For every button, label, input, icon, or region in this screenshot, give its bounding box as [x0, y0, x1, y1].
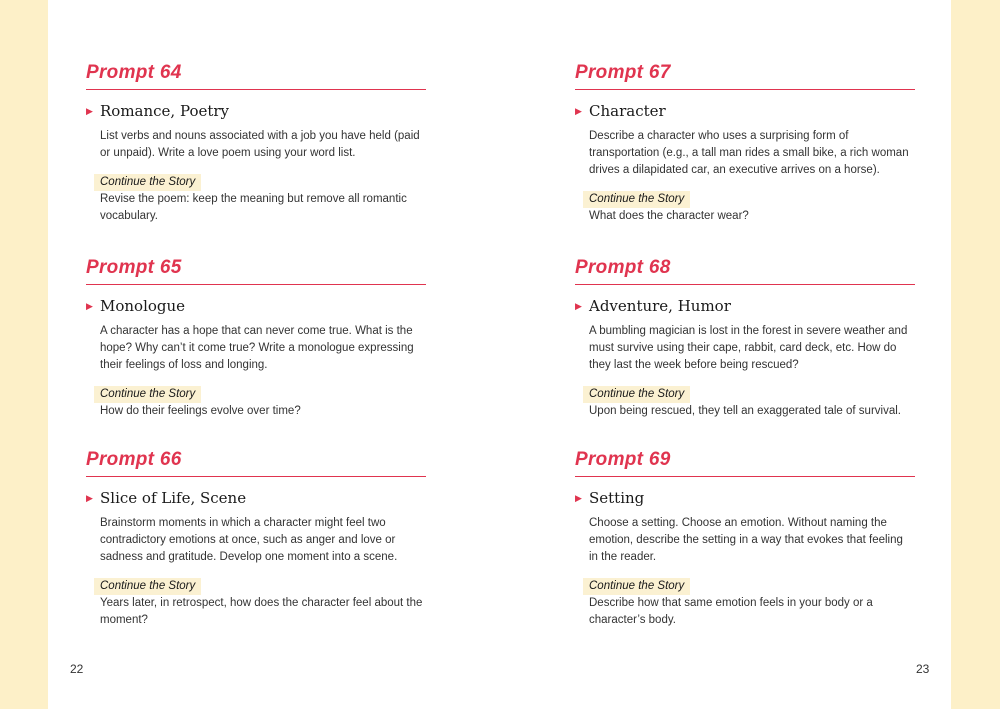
continue-text: Upon being rescued, they tell an exaggerated tale of survival. — [589, 405, 901, 417]
prompt-body: A bumbling magician is lost in the forest in severe weather and must survive using their cape, rabbit, card deck, etc. How do they last the week before being rescued? — [589, 325, 908, 371]
prompt-category — [86, 488, 426, 509]
continue-label: Continue the Story — [94, 578, 201, 595]
prompt-body: List verbs and nouns associated with a job you have held (paid or unpaid). Write a love poem using your word list. — [100, 130, 420, 159]
continue-section — [100, 384, 426, 420]
prompt-category — [86, 296, 426, 317]
prompt-64 — [86, 62, 426, 225]
prompt-body: A character has a hope that can never come true. What is the hope? Why can’t it come true? Write a monologue expressing their feelings of loss and longing. — [100, 325, 414, 371]
continue-label: Continue the Story — [583, 386, 690, 403]
continue-section — [589, 576, 915, 629]
continue-text: What does the character wear? — [589, 210, 749, 222]
prompt-body: Describe a character who uses a surprising form of transportation (e.g., a tall man rides a small bike, a rich woman drives a dilapidated car, an executive arrives on a horse). — [589, 130, 909, 176]
page-edge-right — [951, 0, 1000, 709]
continue-label: Continue the Story — [583, 191, 690, 208]
continue-section — [100, 576, 426, 629]
prompt-69 — [575, 449, 915, 629]
category-label: Character — [589, 102, 666, 120]
prompt-title: Prompt 69 — [575, 449, 915, 477]
prompt-body: Choose a setting. Choose an emotion. Without naming the emotion, describe the setting in a way that evokes that feeling in the reader. — [589, 517, 903, 563]
prompt-category — [575, 296, 915, 317]
continue-label: Continue the Story — [94, 174, 201, 191]
prompt-category — [575, 488, 915, 509]
continue-section — [100, 172, 426, 225]
page-edge-left — [0, 0, 48, 709]
continue-text: Describe how that same emotion feels in your body or a character’s body. — [589, 597, 873, 626]
prompt-67 — [575, 62, 915, 225]
category-label: Slice of Life, Scene — [100, 489, 247, 507]
continue-section — [589, 384, 915, 420]
continue-text: Revise the poem: keep the meaning but remove all romantic vocabulary. — [100, 193, 407, 222]
prompt-65 — [86, 257, 426, 420]
page-number-right: 23 — [916, 662, 930, 676]
category-label: Romance, Poetry — [100, 102, 230, 120]
continue-label: Continue the Story — [94, 386, 201, 403]
bullet-arrow-icon: ▶ — [86, 107, 93, 117]
continue-text: Years later, in retrospect, how does the character feel about the moment? — [100, 597, 423, 626]
category-label: Setting — [589, 489, 645, 507]
prompt-title: Prompt 65 — [86, 257, 426, 285]
page-number-left: 22 — [70, 662, 84, 676]
prompt-title: Prompt 68 — [575, 257, 915, 285]
bullet-arrow-icon: ▶ — [86, 302, 93, 312]
prompt-title: Prompt 67 — [575, 62, 915, 90]
bullet-arrow-icon: ▶ — [575, 302, 582, 312]
continue-text: How do their feelings evolve over time? — [100, 405, 301, 417]
prompt-body: Brainstorm moments in which a character might feel two contradictory emotions at once, such as anger and love or sadness and gratitude. Develop one moment into a scene. — [100, 517, 398, 563]
prompt-68 — [575, 257, 915, 420]
bullet-arrow-icon: ▶ — [86, 494, 93, 504]
prompt-title: Prompt 66 — [86, 449, 426, 477]
category-label: Monologue — [100, 297, 186, 315]
prompt-category — [575, 101, 915, 122]
prompt-category — [86, 101, 426, 122]
book-spread — [48, 0, 951, 709]
category-label: Adventure, Humor — [589, 297, 731, 315]
bullet-arrow-icon: ▶ — [575, 107, 582, 117]
prompt-66 — [86, 449, 426, 629]
continue-section — [589, 189, 915, 225]
bullet-arrow-icon: ▶ — [575, 494, 582, 504]
continue-label: Continue the Story — [583, 578, 690, 595]
prompt-title: Prompt 64 — [86, 62, 426, 90]
